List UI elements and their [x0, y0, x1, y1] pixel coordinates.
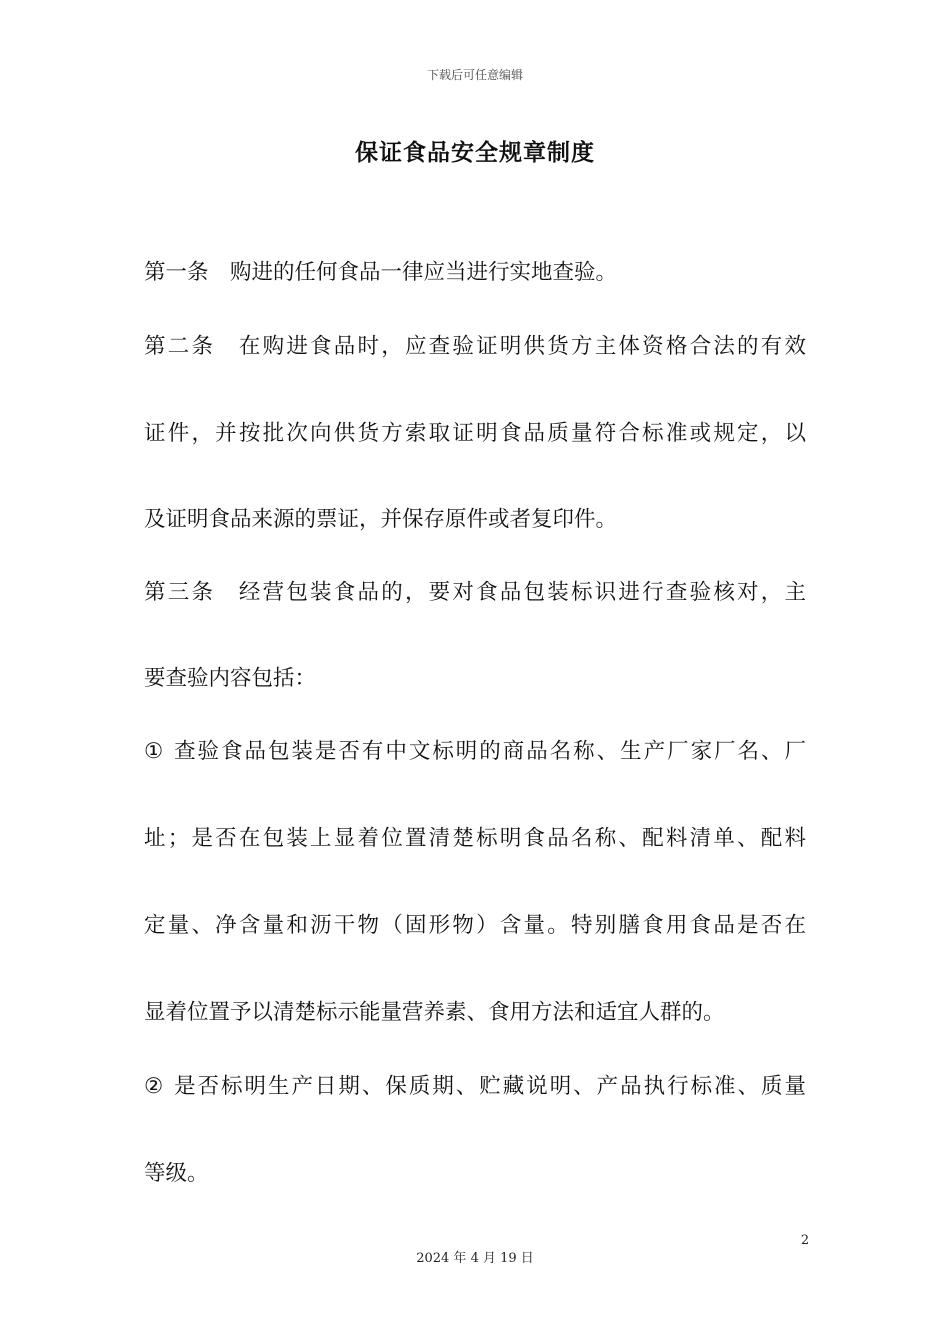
- item-2-line-2: 等级。: [144, 1161, 209, 1186]
- article-3-line-2: 要查验内容包括：: [144, 666, 317, 691]
- article-2-line-2: 证件，并按批次向供货方索取证明食品质量符合标准或规定，以: [144, 421, 806, 446]
- item-1-line-4: 显着位置予以清楚标示能量营养素、食用方法和适宜人群的。: [144, 1000, 725, 1025]
- document-title: 保证食品安全规章制度: [355, 140, 595, 166]
- item-1-line-3: 定量、净含量和沥干物（固形物）含量。特别膳食用食品是否在: [144, 913, 806, 938]
- article-2-line-3: 及证明食品来源的票证，并保存原件或者复印件。: [144, 507, 618, 532]
- item-1-line-2: 址；是否在包装上显着位置清楚标明食品名称、配料清单、配料: [144, 826, 806, 851]
- article-2-line-1: 第二条 在购进食品时，应查验证明供货方主体资格合法的有效: [144, 334, 806, 359]
- page-number: 2: [800, 1233, 810, 1248]
- item-1-line-1: ① 查验食品包装是否有中文标明的商品名称、生产厂家厂名、厂: [144, 739, 806, 764]
- article-1-line: 第一条 购进的任何食品一律应当进行实地查验。: [144, 260, 618, 285]
- footer-date: 2024 年 4 月 19 日: [416, 1251, 534, 1266]
- item-2-line-1: ② 是否标明生产日期、保质期、贮藏说明、产品执行标准、质量: [144, 1074, 806, 1099]
- article-3-line-1: 第三条 经营包装食品的，要对食品包装标识进行查验核对，主: [144, 580, 806, 605]
- header-note: 下载后可任意编辑: [426, 68, 523, 82]
